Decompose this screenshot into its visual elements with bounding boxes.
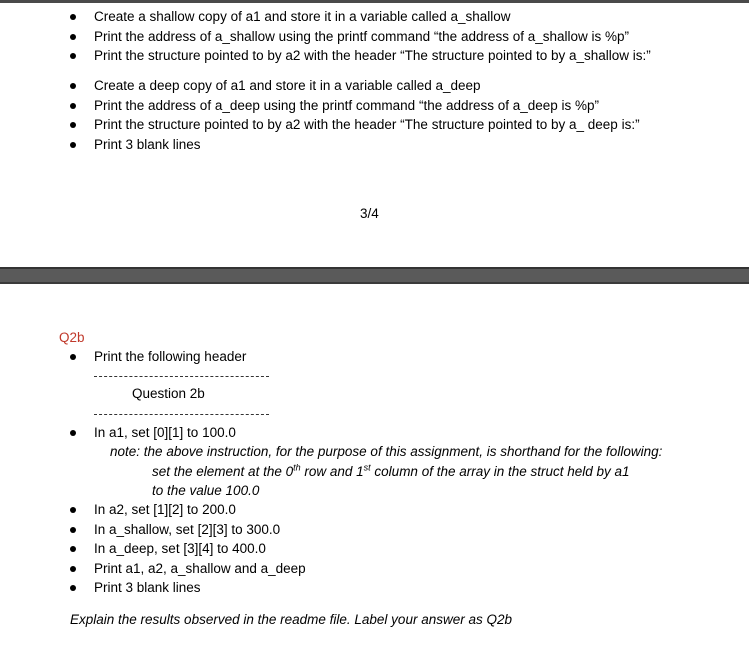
bullet-icon [70,527,76,533]
list-item: Print 3 blank lines [0,578,306,598]
dashed-divider-bottom [94,414,269,415]
bullet-icon [70,34,76,40]
note-prefix: note: [110,444,141,459]
bullet-list-deep [0,76,640,154]
question-label: Q2b [59,330,85,345]
page-separator [0,267,749,284]
page-number: 3/4 [360,206,379,221]
bullet-list-intro [0,347,246,367]
bullet-icon [70,14,76,20]
list-item: Print the address of a_shallow using the printf command “the address of a_shallow is %p” [0,27,651,47]
bullet-icon [70,585,76,591]
bullet-icon [70,83,76,89]
explain-instruction: Explain the results observed in the readme file. Label your answer as Q2b [70,612,512,627]
bullet-list-q2b [0,500,306,598]
list-item: Create a shallow copy of a1 and store it in a variable called a_shallow [0,7,651,27]
bullet-icon [70,566,76,572]
list-item: Create a deep copy of a1 and store it in a variable called a_deep [0,76,640,96]
list-item: In a_deep, set [3][4] to 400.0 [0,539,306,559]
bullet-list-a1 [0,423,236,443]
list-item: Print the structure pointed to by a2 with the header “The structure pointed to by a_shallow is:” [0,46,651,66]
dashed-divider-top [94,376,269,377]
bullet-list-shallow [0,7,651,66]
bullet-icon [70,430,76,436]
bullet-icon [70,122,76,128]
list-item: Print 3 blank lines [0,135,640,155]
list-item: Print the following header [0,347,246,367]
list-item: Print the address of a_deep using the printf command “the address of a_deep is %p” [0,96,640,116]
top-page-edge [0,0,749,3]
list-item: In a_shallow, set [2][3] to 300.0 [0,520,306,540]
list-item: In a1, set [0][1] to 100.0 [0,423,236,443]
note-line-1: note: the above instruction, for the purpose of this assignment, is shorthand for the following: [110,444,663,459]
bullet-icon [70,507,76,513]
bullet-icon [70,53,76,59]
note-line-3: to the value 100.0 [152,483,260,498]
bullet-icon [70,354,76,360]
note-line-2: set the element at the 0th row and 1st column of the array in the struct held by a1 [152,462,630,479]
list-item: In a2, set [1][2] to 200.0 [0,500,306,520]
list-item: Print the structure pointed to by a2 with the header “The structure pointed to by a_ deep is:” [0,115,640,135]
header-text: Question 2b [132,386,205,401]
bullet-icon [70,103,76,109]
bullet-icon [70,142,76,148]
list-item: Print a1, a2, a_shallow and a_deep [0,559,306,579]
bullet-icon [70,546,76,552]
